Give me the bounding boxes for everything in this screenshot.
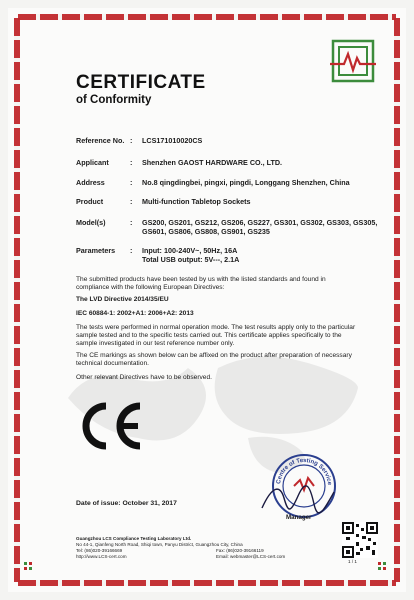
left-border	[14, 18, 20, 582]
corner-decoration-right	[378, 562, 390, 572]
qr-code	[342, 522, 378, 558]
field-label: Model(s)	[76, 218, 106, 227]
stamp-text: Centre of Testing Service	[276, 457, 333, 486]
tests-text: The tests were performed in normal operation mode. The test results apply only to the particular sample tested and to the specific tests carried out. This certificate applies specifically to the sample investigated in our test reference number only.	[76, 324, 356, 347]
certificate-title: CERTIFICATE	[76, 72, 206, 93]
directive-text: The LVD Directive 2014/35/EU	[76, 296, 169, 303]
field-label: Parameters	[76, 246, 116, 255]
field-value: LCS171010020CS	[142, 136, 203, 145]
footer-email: Email: webmaster@LCS-cert.com	[216, 553, 286, 559]
intro-text: The submitted products have been tested by us with the listed standards and found in compliance with the following European Directives:	[76, 276, 326, 291]
footer-tel: Tel: (86)020-39166669	[76, 548, 123, 553]
field-value: Multi-function Tabletop Sockets	[142, 197, 251, 206]
right-border	[394, 18, 400, 582]
standard-text: IEC 60884-1: 2002+A1: 2006+A2: 2013	[76, 310, 194, 317]
corner-decoration-left	[24, 562, 36, 572]
field-label: Product	[76, 197, 104, 206]
top-border	[18, 14, 396, 20]
certificate-page: CERTIFICATE of Conformity Reference No. : LCS171010020CS Applicant : Shenzhen GAOST HARDWARE CO., LTD. Address : No.8 qingdingbei, pingxi, pingdi, Longgang Shenzhen, China Product : Multi-function Tabletop Sockets Model(s) : GS200, GS201, GS212, GS206, GS227, GS301, GS302, GS303, GS305, GS601, GS806, GS808, GS901, GS235 Parameters : Input: 100-240V~, 50Hz, 16A Total USB output: 5V---, 2.1A The submitted products have been tested by us with the listed standards and found in compliance with the following European Directives: The LVD Directive 2014/35/EU IEC 60884-1: 2002+A1: 2006+A2: 2013 The tests were performed in normal operation mode. The test results apply only to the particular sample tested and to the specific tests carried out. This certificate applies specifically to the sample investigated in our test reference number only. The CE markings as shown below can be affixed on the product after preparation of necessary technical documentation. Other relevant Directives have to be observed. Date of issue: October 31, 2017 Centre of Testing Service Manager Guangzhou LCS Compliance Testing Laboratory Ltd. No 44-1, Qianfeng North Road, Shiqi town, Panyu District, Guangzhou City, China Tel: (86)020-39166669 http://www.LCS-cert.com Fax: (86)020-39166119 Email: webmaster@LCS-cert.com 1 / 1	[8, 8, 406, 592]
parameters-line-2: Total USB output: 5V---, 2.1A	[142, 255, 240, 264]
field-value: Shenzhen GAOST HARDWARE CO., LTD.	[142, 158, 283, 167]
signature	[258, 478, 338, 518]
footer	[76, 536, 366, 559]
lcs-logo	[330, 38, 376, 84]
footer-address: No 44-1, Qianfeng North Road, Shiqi town, Panyu District, Guangzhou City, China	[76, 541, 243, 547]
footer-fax: Fax: (86)020-39166119	[216, 548, 264, 553]
issue-date: Date of issue: October 31, 2017	[76, 500, 177, 507]
signatory-title: Manager	[286, 514, 312, 521]
page-number: 1 / 1	[348, 559, 357, 564]
field-value: No.8 qingdingbei, pingxi, pingdi, Longgang Shenzhen, China	[142, 178, 350, 187]
ce-note-text: The CE markings as shown below can be affixed on the product after preparation of necessary technical documentation.	[76, 352, 352, 367]
field-value: GS200, GS201, GS212, GS206, GS227, GS301, GS302, GS303, GS305, GS601, GS806, GS808, GS901, GS235	[142, 218, 378, 236]
certificate-subtitle: of Conformity	[76, 94, 152, 106]
field-label: Applicant	[76, 158, 109, 167]
footer-company: Guangzhou LCS Compliance Testing Laboratory Ltd.	[76, 536, 192, 541]
ce-mark	[76, 400, 146, 452]
footer-web: http://www.LCS-cert.com	[76, 553, 127, 559]
field-label: Reference No.	[76, 136, 125, 145]
parameters-line-1: Input: 100-240V~, 50Hz, 16A	[142, 246, 238, 255]
other-directives-text: Other relevant Directives have to be observed.	[76, 374, 212, 381]
bottom-border	[18, 580, 396, 586]
field-label: Address	[76, 178, 105, 187]
